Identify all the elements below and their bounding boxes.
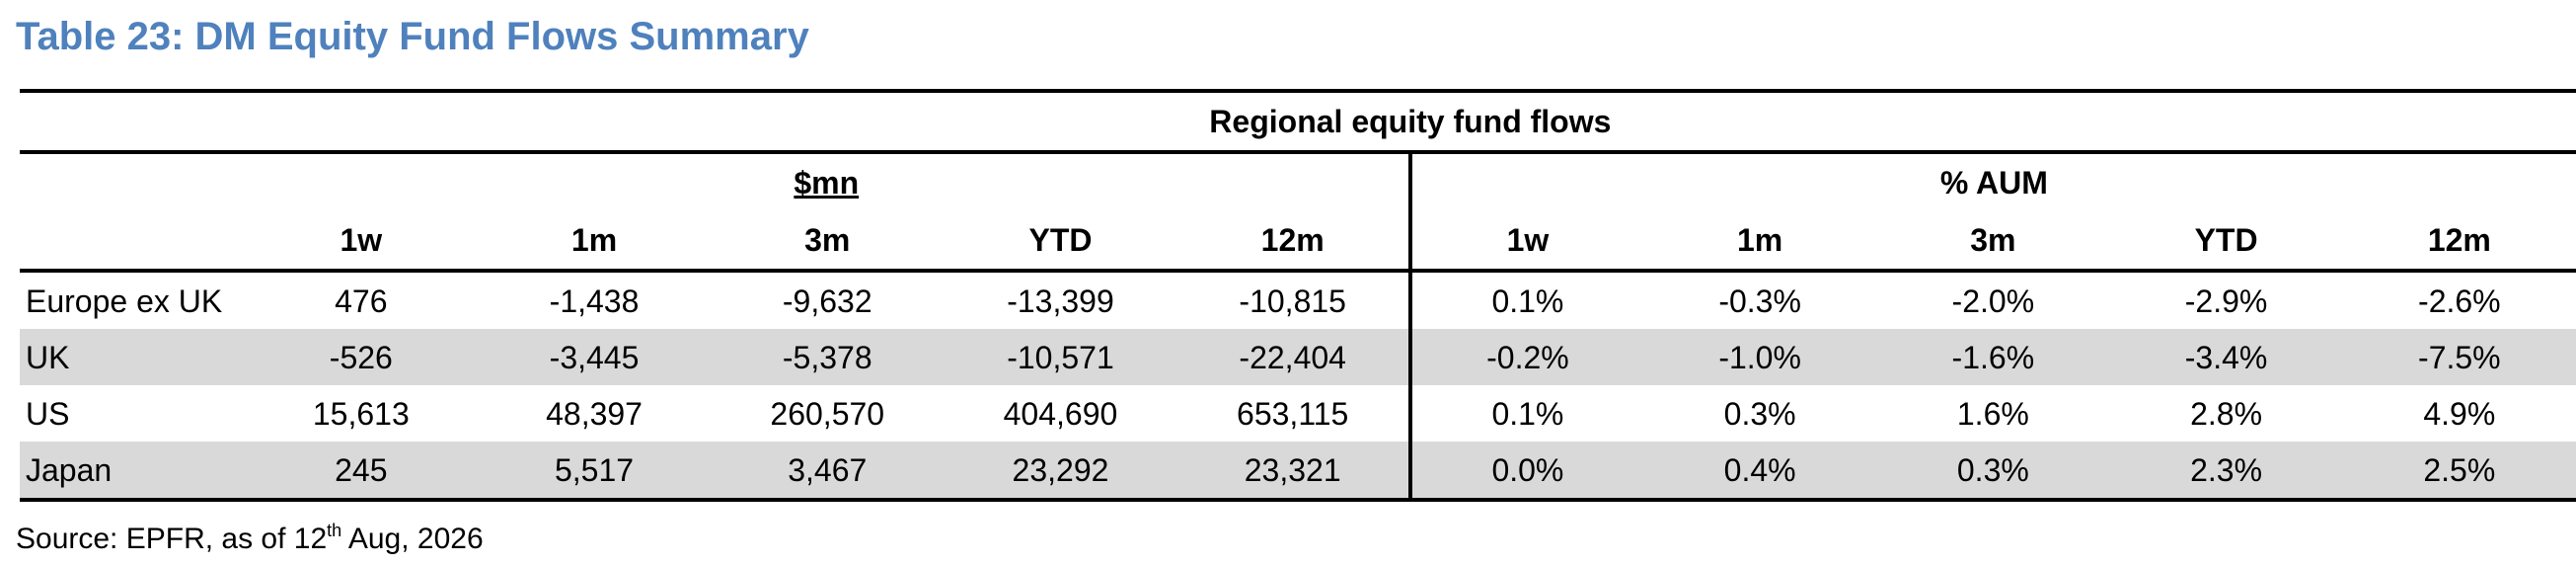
region-header: Regional equity fund flows bbox=[245, 91, 2576, 152]
table-title: Table 23: DM Equity Fund Flows Summary bbox=[16, 15, 809, 58]
cell-aum-1m: -0.3% bbox=[1718, 282, 1801, 319]
col-header-usd-3m: 3m bbox=[711, 211, 944, 271]
table-row bbox=[20, 442, 2576, 500]
cell-aum-ytd: -3.4% bbox=[2109, 329, 2342, 385]
cell-aum-1w: 0.0% bbox=[1410, 442, 1643, 500]
cell-aum-1w: 0.1% bbox=[1491, 282, 1564, 319]
cell-aum-1w: -0.2% bbox=[1410, 329, 1643, 385]
table-row bbox=[20, 329, 2576, 385]
cell-aum-3m: 0.3% bbox=[1876, 442, 2109, 500]
cell-usd-1m: -3,445 bbox=[478, 329, 711, 385]
cell-aum-ytd: 2.3% bbox=[2109, 442, 2342, 500]
cell-usd-12m: -22,404 bbox=[1177, 329, 1410, 385]
source-superscript: th bbox=[327, 521, 342, 540]
cell-aum-1w: 0.1% bbox=[1491, 395, 1564, 432]
cell-aum-1m: 0.3% bbox=[1723, 395, 1796, 432]
cell-aum-12m: -2.6% bbox=[2418, 282, 2501, 319]
cell-usd-1w: 476 bbox=[335, 282, 388, 319]
cell-usd-ytd: 23,292 bbox=[944, 442, 1176, 500]
cell-usd-12m: -10,815 bbox=[1177, 271, 1410, 329]
row-label: Europe ex UK bbox=[26, 282, 223, 319]
column-header-spacer bbox=[20, 211, 245, 271]
row-label: US bbox=[26, 395, 70, 432]
cell-aum-12m: 2.5% bbox=[2343, 442, 2576, 500]
cell-aum-1m: 0.4% bbox=[1643, 442, 1876, 500]
col-header-aum-1m: 1m bbox=[1643, 211, 1876, 271]
source-prefix: Source: EPFR, as of 12 bbox=[16, 523, 328, 555]
col-header-aum-3m: 3m bbox=[1876, 211, 2109, 271]
cell-usd-ytd: -10,571 bbox=[944, 329, 1176, 385]
source-suffix: Aug, 2026 bbox=[341, 523, 484, 555]
column-header-row bbox=[20, 211, 2576, 271]
cell-usd-1m: 5,517 bbox=[478, 442, 711, 500]
cell-aum-3m: -1.6% bbox=[1876, 329, 2109, 385]
group-header-usd-label: $mn bbox=[794, 165, 860, 201]
fund-flows-table bbox=[20, 89, 2576, 502]
table-row bbox=[20, 271, 2576, 329]
col-header-aum-ytd: YTD bbox=[2109, 211, 2342, 271]
cell-aum-3m: 1.6% bbox=[1956, 395, 2029, 432]
col-header-usd-12m: 12m bbox=[1177, 211, 1410, 271]
region-header-spacer bbox=[20, 91, 245, 152]
cell-aum-ytd: 2.8% bbox=[2190, 395, 2263, 432]
fund-flows-table-container bbox=[20, 89, 2576, 502]
cell-usd-1w: -526 bbox=[245, 329, 478, 385]
cell-aum-ytd: -2.9% bbox=[2184, 282, 2268, 319]
table-row bbox=[20, 385, 2576, 442]
group-header-usd bbox=[245, 152, 1410, 211]
source-note bbox=[16, 520, 484, 559]
group-header-row bbox=[20, 152, 2576, 211]
cell-usd-3m: 260,570 bbox=[770, 395, 885, 432]
cell-usd-3m: -9,632 bbox=[782, 282, 872, 319]
col-header-usd-ytd: YTD bbox=[944, 211, 1176, 271]
row-label: UK bbox=[20, 329, 245, 385]
group-header-spacer bbox=[20, 152, 245, 211]
group-header-aum: % AUM bbox=[1939, 165, 2048, 201]
cell-aum-3m: -2.0% bbox=[1951, 282, 2035, 319]
region-header-row bbox=[20, 91, 2576, 152]
cell-usd-1m: -1,438 bbox=[549, 282, 640, 319]
cell-usd-12m: 23,321 bbox=[1177, 442, 1410, 500]
col-header-usd-1m: 1m bbox=[478, 211, 711, 271]
col-header-aum-12m: 12m bbox=[2343, 211, 2576, 271]
cell-usd-ytd: -13,399 bbox=[1007, 282, 1114, 319]
cell-usd-1w: 245 bbox=[245, 442, 478, 500]
col-header-usd-1w: 1w bbox=[245, 211, 478, 271]
cell-usd-ytd: 404,690 bbox=[1003, 395, 1118, 432]
cell-usd-3m: 3,467 bbox=[711, 442, 944, 500]
cell-usd-1m: 48,397 bbox=[546, 395, 643, 432]
cell-usd-12m: 653,115 bbox=[1177, 385, 1410, 442]
cell-usd-3m: -5,378 bbox=[711, 329, 944, 385]
cell-aum-12m: -7.5% bbox=[2343, 329, 2576, 385]
row-label: Japan bbox=[20, 442, 245, 500]
col-header-aum-1w: 1w bbox=[1410, 211, 1643, 271]
cell-usd-1w: 15,613 bbox=[312, 395, 410, 432]
cell-aum-12m: 4.9% bbox=[2423, 395, 2496, 432]
cell-aum-1m: -1.0% bbox=[1643, 329, 1876, 385]
